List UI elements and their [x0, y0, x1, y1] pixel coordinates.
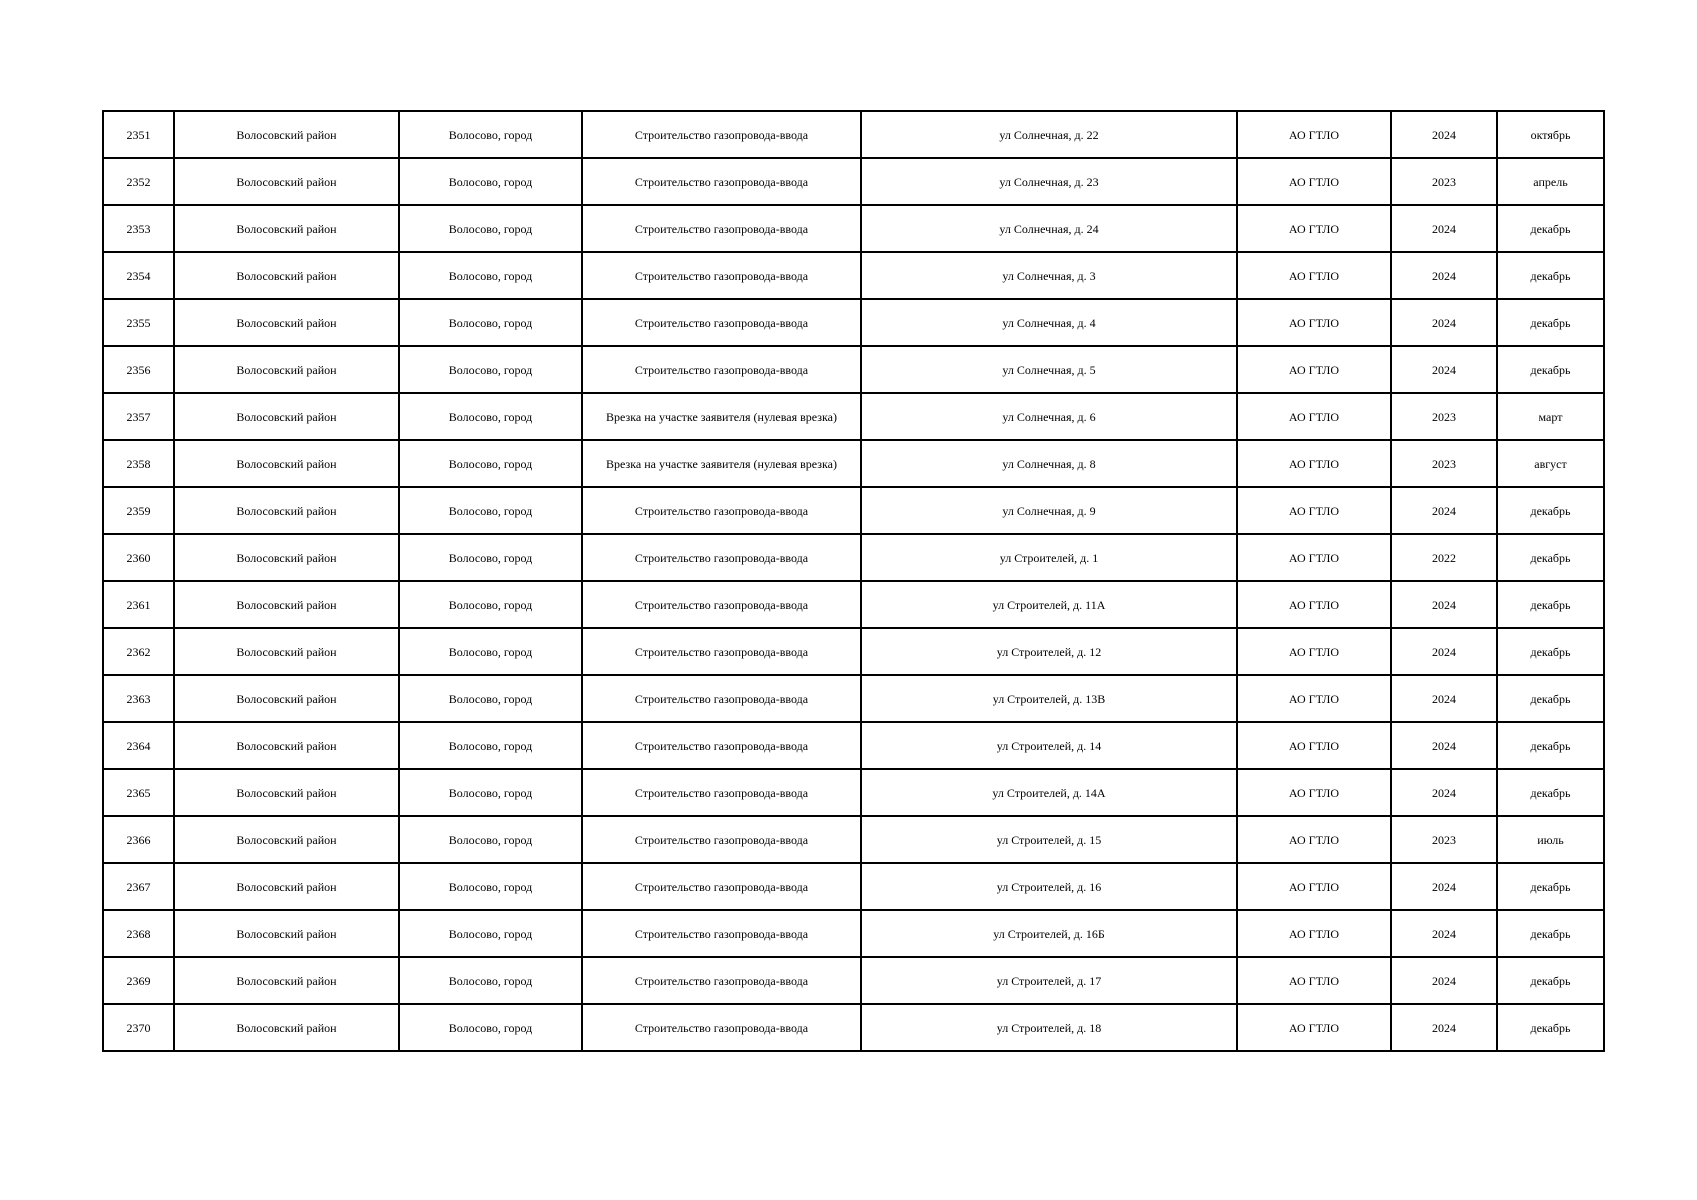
table-row: [103, 440, 1604, 487]
organization-cell: АО ГТЛО: [1237, 111, 1391, 158]
year-cell: 2024: [1391, 769, 1497, 816]
month-cell: декабрь: [1497, 205, 1604, 252]
organization-cell: АО ГТЛО: [1237, 769, 1391, 816]
work-type-cell: Строительство газопровода-ввода: [582, 1004, 861, 1051]
month-cell: декабрь: [1497, 1004, 1604, 1051]
locality-cell: Волосово, город: [399, 816, 582, 863]
year-cell: 2024: [1391, 628, 1497, 675]
address-cell: ул Строителей, д. 18: [861, 1004, 1237, 1051]
locality-cell: Волосово, город: [399, 393, 582, 440]
year-cell: 2024: [1391, 863, 1497, 910]
locality-cell: Волосово, город: [399, 440, 582, 487]
row-number-cell: 2354: [103, 252, 174, 299]
month-cell: декабрь: [1497, 675, 1604, 722]
year-cell: 2024: [1391, 675, 1497, 722]
work-type-cell: Строительство газопровода-ввода: [582, 205, 861, 252]
address-cell: ул Строителей, д. 11А: [861, 581, 1237, 628]
table-row: [103, 299, 1604, 346]
month-cell: декабрь: [1497, 769, 1604, 816]
organization-cell: АО ГТЛО: [1237, 299, 1391, 346]
district-cell: Волосовский район: [174, 628, 399, 675]
year-cell: 2024: [1391, 346, 1497, 393]
table-row: [103, 581, 1604, 628]
locality-cell: Волосово, город: [399, 957, 582, 1004]
table-row: [103, 910, 1604, 957]
organization-cell: АО ГТЛО: [1237, 205, 1391, 252]
district-cell: Волосовский район: [174, 487, 399, 534]
organization-cell: АО ГТЛО: [1237, 440, 1391, 487]
table-body: [103, 111, 1604, 1051]
address-cell: ул Строителей, д. 15: [861, 816, 1237, 863]
locality-cell: Волосово, город: [399, 769, 582, 816]
district-cell: Волосовский район: [174, 299, 399, 346]
address-cell: ул Солнечная, д. 6: [861, 393, 1237, 440]
month-cell: декабрь: [1497, 346, 1604, 393]
table-row: [103, 393, 1604, 440]
organization-cell: АО ГТЛО: [1237, 1004, 1391, 1051]
address-cell: ул Строителей, д. 14А: [861, 769, 1237, 816]
year-cell: 2024: [1391, 252, 1497, 299]
table-row: [103, 111, 1604, 158]
month-cell: декабрь: [1497, 628, 1604, 675]
work-type-cell: Строительство газопровода-ввода: [582, 722, 861, 769]
table-row: [103, 675, 1604, 722]
district-cell: Волосовский район: [174, 393, 399, 440]
address-cell: ул Солнечная, д. 22: [861, 111, 1237, 158]
work-type-cell: Строительство газопровода-ввода: [582, 581, 861, 628]
month-cell: декабрь: [1497, 534, 1604, 581]
locality-cell: Волосово, город: [399, 863, 582, 910]
address-cell: ул Строителей, д. 1: [861, 534, 1237, 581]
row-number-cell: 2361: [103, 581, 174, 628]
locality-cell: Волосово, город: [399, 346, 582, 393]
month-cell: декабрь: [1497, 252, 1604, 299]
work-type-cell: Строительство газопровода-ввода: [582, 910, 861, 957]
organization-cell: АО ГТЛО: [1237, 346, 1391, 393]
district-cell: Волосовский район: [174, 722, 399, 769]
table-row: [103, 205, 1604, 252]
year-cell: 2024: [1391, 111, 1497, 158]
row-number-cell: 2353: [103, 205, 174, 252]
month-cell: декабрь: [1497, 910, 1604, 957]
row-number-cell: 2362: [103, 628, 174, 675]
row-number-cell: 2370: [103, 1004, 174, 1051]
table-row: [103, 769, 1604, 816]
organization-cell: АО ГТЛО: [1237, 534, 1391, 581]
organization-cell: АО ГТЛО: [1237, 487, 1391, 534]
gas-connection-table: [102, 110, 1605, 1052]
row-number-cell: 2369: [103, 957, 174, 1004]
year-cell: 2023: [1391, 158, 1497, 205]
district-cell: Волосовский район: [174, 769, 399, 816]
month-cell: декабрь: [1497, 957, 1604, 1004]
year-cell: 2024: [1391, 910, 1497, 957]
address-cell: ул Солнечная, д. 23: [861, 158, 1237, 205]
row-number-cell: 2355: [103, 299, 174, 346]
locality-cell: Волосово, город: [399, 111, 582, 158]
organization-cell: АО ГТЛО: [1237, 675, 1391, 722]
year-cell: 2024: [1391, 299, 1497, 346]
locality-cell: Волосово, город: [399, 910, 582, 957]
row-number-cell: 2367: [103, 863, 174, 910]
month-cell: декабрь: [1497, 487, 1604, 534]
district-cell: Волосовский район: [174, 675, 399, 722]
work-type-cell: Врезка на участке заявителя (нулевая врезка): [582, 393, 861, 440]
address-cell: ул Строителей, д. 16: [861, 863, 1237, 910]
district-cell: Волосовский район: [174, 252, 399, 299]
locality-cell: Волосово, город: [399, 299, 582, 346]
address-cell: ул Строителей, д. 13В: [861, 675, 1237, 722]
year-cell: 2024: [1391, 581, 1497, 628]
month-cell: август: [1497, 440, 1604, 487]
organization-cell: АО ГТЛО: [1237, 158, 1391, 205]
row-number-cell: 2351: [103, 111, 174, 158]
locality-cell: Волосово, город: [399, 158, 582, 205]
row-number-cell: 2357: [103, 393, 174, 440]
address-cell: ул Строителей, д. 12: [861, 628, 1237, 675]
work-type-cell: Строительство газопровода-ввода: [582, 675, 861, 722]
address-cell: ул Строителей, д. 17: [861, 957, 1237, 1004]
organization-cell: АО ГТЛО: [1237, 957, 1391, 1004]
month-cell: июль: [1497, 816, 1604, 863]
district-cell: Волосовский район: [174, 111, 399, 158]
year-cell: 2023: [1391, 816, 1497, 863]
work-type-cell: Строительство газопровода-ввода: [582, 487, 861, 534]
table-row: [103, 252, 1604, 299]
row-number-cell: 2359: [103, 487, 174, 534]
table-row: [103, 346, 1604, 393]
district-cell: Волосовский район: [174, 816, 399, 863]
district-cell: Волосовский район: [174, 205, 399, 252]
row-number-cell: 2358: [103, 440, 174, 487]
organization-cell: АО ГТЛО: [1237, 816, 1391, 863]
organization-cell: АО ГТЛО: [1237, 628, 1391, 675]
work-type-cell: Строительство газопровода-ввода: [582, 252, 861, 299]
table-row: [103, 816, 1604, 863]
table-row: [103, 1004, 1604, 1051]
address-cell: ул Солнечная, д. 24: [861, 205, 1237, 252]
organization-cell: АО ГТЛО: [1237, 252, 1391, 299]
table-row: [103, 628, 1604, 675]
row-number-cell: 2356: [103, 346, 174, 393]
month-cell: октябрь: [1497, 111, 1604, 158]
organization-cell: АО ГТЛО: [1237, 393, 1391, 440]
work-type-cell: Строительство газопровода-ввода: [582, 346, 861, 393]
table-row: [103, 487, 1604, 534]
locality-cell: Волосово, город: [399, 487, 582, 534]
row-number-cell: 2363: [103, 675, 174, 722]
address-cell: ул Строителей, д. 14: [861, 722, 1237, 769]
year-cell: 2024: [1391, 1004, 1497, 1051]
row-number-cell: 2365: [103, 769, 174, 816]
row-number-cell: 2368: [103, 910, 174, 957]
work-type-cell: Строительство газопровода-ввода: [582, 957, 861, 1004]
locality-cell: Волосово, город: [399, 205, 582, 252]
table-row: [103, 158, 1604, 205]
locality-cell: Волосово, город: [399, 252, 582, 299]
district-cell: Волосовский район: [174, 158, 399, 205]
district-cell: Волосовский район: [174, 581, 399, 628]
district-cell: Волосовский район: [174, 957, 399, 1004]
month-cell: декабрь: [1497, 581, 1604, 628]
organization-cell: АО ГТЛО: [1237, 910, 1391, 957]
address-cell: ул Солнечная, д. 5: [861, 346, 1237, 393]
table-row: [103, 957, 1604, 1004]
address-cell: ул Солнечная, д. 8: [861, 440, 1237, 487]
district-cell: Волосовский район: [174, 440, 399, 487]
work-type-cell: Строительство газопровода-ввода: [582, 769, 861, 816]
locality-cell: Волосово, город: [399, 628, 582, 675]
month-cell: апрель: [1497, 158, 1604, 205]
district-cell: Волосовский район: [174, 346, 399, 393]
work-type-cell: Строительство газопровода-ввода: [582, 158, 861, 205]
organization-cell: АО ГТЛО: [1237, 581, 1391, 628]
row-number-cell: 2364: [103, 722, 174, 769]
work-type-cell: Строительство газопровода-ввода: [582, 534, 861, 581]
month-cell: декабрь: [1497, 863, 1604, 910]
month-cell: март: [1497, 393, 1604, 440]
month-cell: декабрь: [1497, 299, 1604, 346]
row-number-cell: 2360: [103, 534, 174, 581]
work-type-cell: Строительство газопровода-ввода: [582, 299, 861, 346]
year-cell: 2024: [1391, 957, 1497, 1004]
district-cell: Волосовский район: [174, 863, 399, 910]
month-cell: декабрь: [1497, 722, 1604, 769]
locality-cell: Волосово, город: [399, 675, 582, 722]
work-type-cell: Строительство газопровода-ввода: [582, 863, 861, 910]
work-type-cell: Врезка на участке заявителя (нулевая врезка): [582, 440, 861, 487]
address-cell: ул Солнечная, д. 4: [861, 299, 1237, 346]
address-cell: ул Строителей, д. 16Б: [861, 910, 1237, 957]
row-number-cell: 2366: [103, 816, 174, 863]
district-cell: Волосовский район: [174, 910, 399, 957]
locality-cell: Волосово, город: [399, 581, 582, 628]
table-row: [103, 722, 1604, 769]
organization-cell: АО ГТЛО: [1237, 722, 1391, 769]
year-cell: 2024: [1391, 487, 1497, 534]
work-type-cell: Строительство газопровода-ввода: [582, 111, 861, 158]
year-cell: 2022: [1391, 534, 1497, 581]
row-number-cell: 2352: [103, 158, 174, 205]
locality-cell: Волосово, город: [399, 1004, 582, 1051]
locality-cell: Волосово, город: [399, 722, 582, 769]
year-cell: 2023: [1391, 440, 1497, 487]
year-cell: 2024: [1391, 722, 1497, 769]
table-row: [103, 863, 1604, 910]
district-cell: Волосовский район: [174, 534, 399, 581]
work-type-cell: Строительство газопровода-ввода: [582, 628, 861, 675]
year-cell: 2024: [1391, 205, 1497, 252]
locality-cell: Волосово, город: [399, 534, 582, 581]
address-cell: ул Солнечная, д. 9: [861, 487, 1237, 534]
table-row: [103, 534, 1604, 581]
organization-cell: АО ГТЛО: [1237, 863, 1391, 910]
district-cell: Волосовский район: [174, 1004, 399, 1051]
year-cell: 2023: [1391, 393, 1497, 440]
work-type-cell: Строительство газопровода-ввода: [582, 816, 861, 863]
address-cell: ул Солнечная, д. 3: [861, 252, 1237, 299]
